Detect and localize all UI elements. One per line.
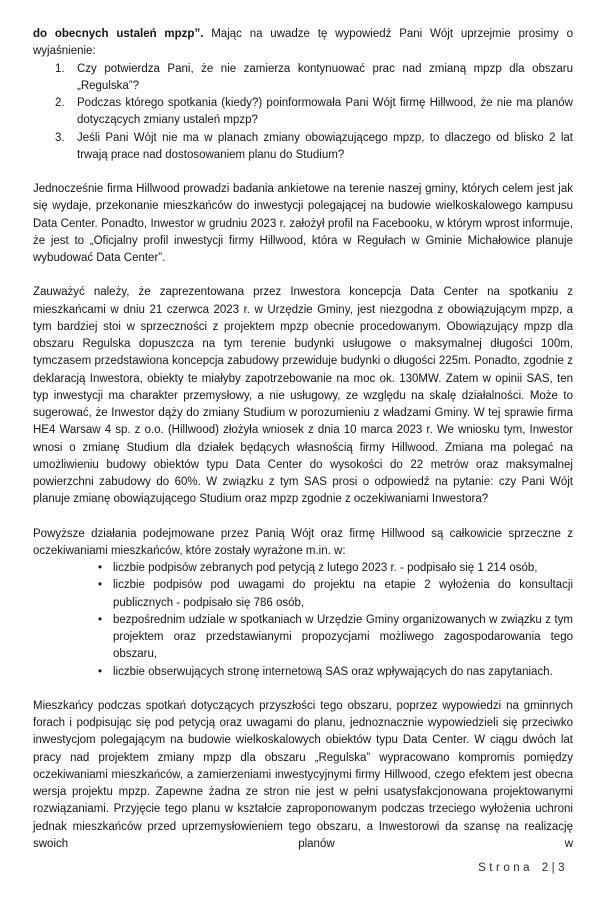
paragraph-concept: Zauważyć należy, że zaprezentowana przez Inwestora koncepcja Data Center na spotkaniu z mieszkańcami w dniu 21 czerwca 2023 r. w Urzędzie Gminy, jest niezgodna z obowiązującym mpzp, a tym bardziej stoi w sprzeczności z projektem mpzp obecnie procedowanym. Obowiązujący mpzp dla obszaru Regulska dopuszcza na tym terenie budynki usługowe o maksymalnej długości 100m, tymczasem przedstawiona koncepcja zabudowy przewiduje budynki o długości 225m. Ponadto, zgodnie z deklaracją Inwestora, obiekty te miałyby zapotrzebowanie na moc ok. 130MW. Zatem w opinii SAS, ten typ inwestycji ma charakter przemysłowy, a nie usługowy, ze względu na skalę działalności. Może to sugerować, że Inwestor dąży do zmiany Studium w porozumieniu z władzami Gminy. W tej sprawie firma HE4 Warsaw 4 sp. z o.o. (Hillwood) złożyła wniosek z dnia 10 marca 2023 r. We wniosku tym, Inwestor wnosi o zmianę Studium dla działek będących własnością firmy Hillwood. Zmiana ma polegać na umożliwieniu budowy obiektów typu Data Center do wysokości do 22 metrów oraz maksymalnej powierzchni zabudowy do 60%. W związku z tym SAS prosi o odpowiedź na pytanie: czy Pani Wójt planuje zmianę obowiązującego Studium oraz mpzp zgodnie z oczekiwaniami Inwestora? bbox=[33, 286, 573, 506]
bullet-item bbox=[98, 560, 573, 577]
bullet-marker: • bbox=[98, 562, 103, 574]
bullet-marker: • bbox=[98, 665, 103, 678]
paragraph-survey: Jednocześnie firma Hillwood prowadzi badania ankietowe na terenie naszej gminy, których celem jest jak się wydaje, przekonanie mieszkańców do inwestycji polegającej na budowie wielkoskalowego kampusu Data Center. Ponadto, Inwestor w grudniu 2023 r. założył profil na Facebooku, w którym wprost informuje, że jest to „Oficjalny profil inwestycji firmy Hillwood, która w Regułach w Gminie Michałowice planuje wybudować Data Center”. bbox=[33, 183, 573, 264]
question-number: 1. bbox=[55, 62, 65, 75]
question-number: 2. bbox=[55, 97, 65, 109]
intro-paragraph bbox=[33, 26, 573, 61]
bullet-text: liczbie podpisów pod uwagami do projektu na etapie 2 wyłożenia do konsultacji publicznych - podpisało się 786 osób, bbox=[113, 579, 573, 609]
paragraph-residents: Mieszkańcy podczas spotkań dotyczących przyszłości tego obszaru, poprzez wypowiedzi na gminnych forach i podpisując się pod petycją oraz uwagami do planu, jednoznacznie wypowiedzieli się przeciwko inwestycjom polegającym na budowie wielkoskalowych obiektów typu Data Center. W ciągu dwóch lat pracy nad projektem zmiany mpzp dla obszaru „Regulska” wypracowano kompromis pomiędzy oczekiwaniami mieszkańców, a zamierzeniami inwestycyjnymi firmy Hillwood, czego efektem jest obecna wersja projektu mpzp. Zapewne żadna ze stron nie jest w pełni usatysfakcjonowana projektowanymi rozwiązaniami. Przyjęcie tego planu w kształcie zaproponowanym podczas trzeciego wyłożenia uchroni jednak mieszkańców przed uprzemysłowieniem tego obszaru, a Inwestorowi da szansę na realizację swoich planów w bbox=[33, 699, 573, 850]
question-item bbox=[55, 95, 573, 130]
question-text: Podczas którego spotkania (kiedy?) poinformowała Pani Wójt firmę Hillwood, że nie ma planów dotyczących zmiany ustaleń mpzp? bbox=[77, 97, 573, 127]
question-text: Jeśli Pani Wójt nie ma w planach zmiany obowiązującego mpzp, to dlaczego od blisko 2 lat trwają prace nad dostosowaniem planu do Studium? bbox=[77, 131, 573, 161]
questions-list bbox=[55, 61, 573, 165]
intro-bold-text: do obecnych ustaleń mpzp”. bbox=[33, 28, 204, 40]
bullet-text: liczbie obserwujących stronę internetową SAS oraz wpływających do nas zapytaniach. bbox=[113, 665, 553, 678]
paragraph-expectations: Powyższe działania podejmowane przez Panią Wójt oraz firmę Hillwood są całkowicie sprzeczne z oczekiwaniami mieszkańców, które zostały wyrażone m.in. w: bbox=[33, 527, 573, 557]
question-item bbox=[55, 61, 573, 96]
bullet-marker: • bbox=[98, 579, 103, 592]
bullet-item bbox=[98, 612, 573, 664]
bullet-text: liczbie podpisów zebranych pod petycją z lutego 2023 r. - podpisało się 1 214 osób, bbox=[113, 562, 538, 574]
bullet-item bbox=[98, 577, 573, 612]
intro-rest-text: Mając na uwadze tę wypowiedź Pani Wójt uprzejmie prosimy o wyjaśnienie: bbox=[33, 28, 573, 58]
question-item bbox=[55, 130, 573, 165]
bullet-text: bezpośrednim udziale w spotkaniach w Urzędzie Gminy organizowanych w związku z tym projektem oraz przedstawianymi propozycjami możliwego zagospodarowania tego obszaru, bbox=[113, 613, 573, 661]
bullet-item bbox=[98, 664, 573, 681]
question-text: Czy potwierdza Pani, że nie zamierza kontynuować prac nad zmianą mpzp dla obszaru „Regulska”? bbox=[77, 62, 573, 92]
question-number: 3. bbox=[55, 131, 65, 144]
expectations-bullet-list bbox=[98, 560, 573, 681]
page-number-footer: Strona 2|3 bbox=[478, 861, 568, 874]
bullet-marker: • bbox=[98, 613, 103, 626]
